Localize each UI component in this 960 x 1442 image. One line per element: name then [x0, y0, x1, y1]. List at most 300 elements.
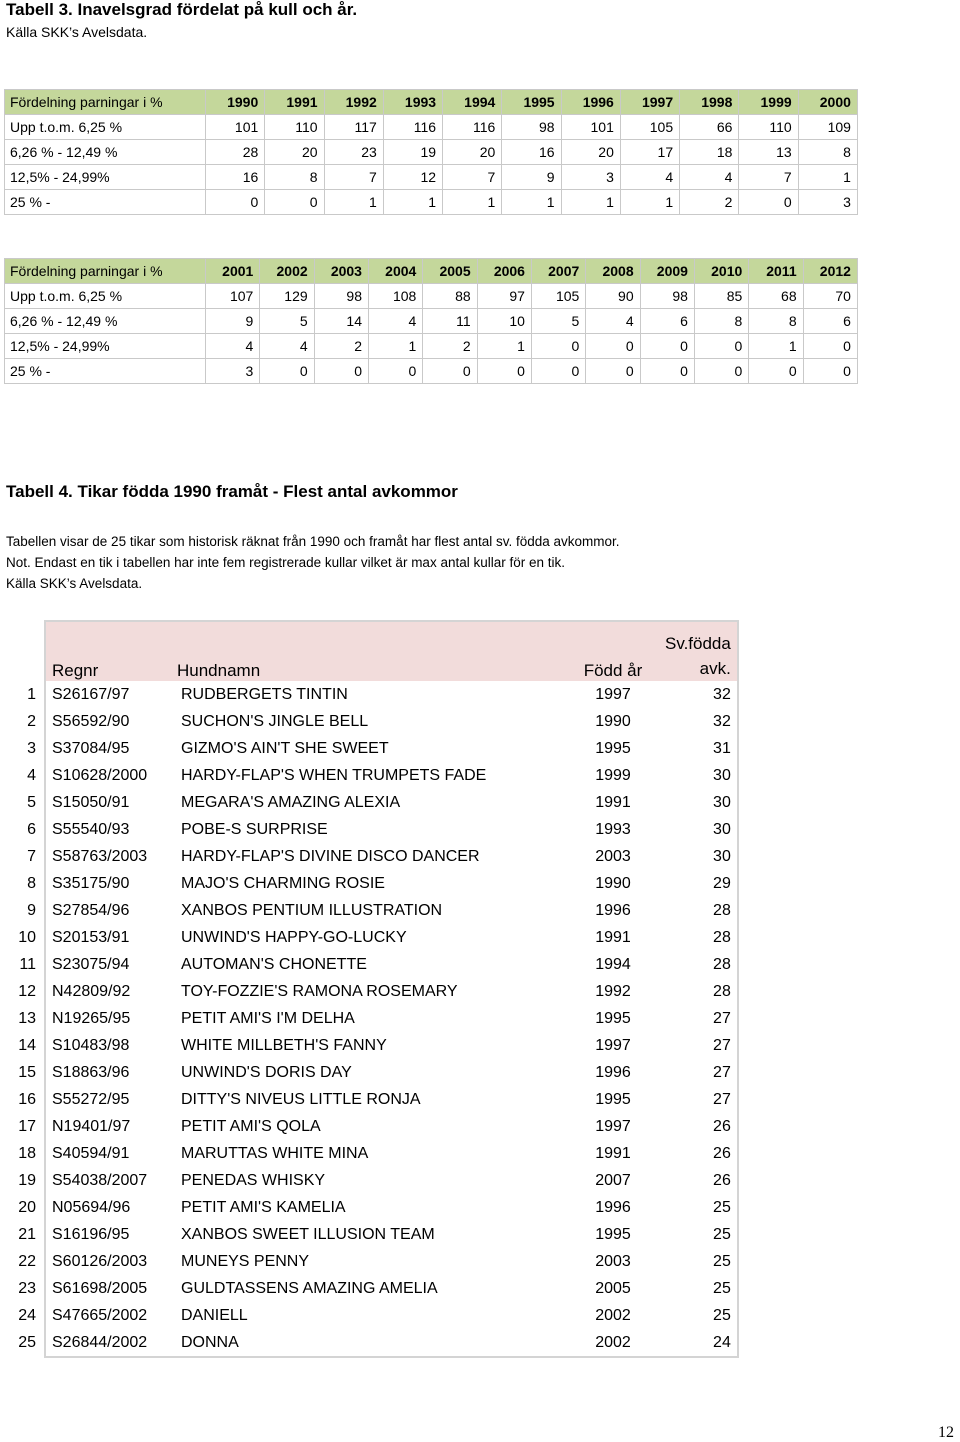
cell-born: 1992 [595, 982, 631, 1000]
table-cell: 0 [314, 359, 368, 384]
table-cell: 0 [531, 359, 585, 384]
table-cell: 1 [561, 190, 620, 215]
cell-name: XANBOS PENTIUM ILLUSTRATION [181, 901, 443, 919]
table3-title: Tabell 3. Inavelsgrad fördelat på kull och år. [6, 0, 358, 19]
cell-offspring: 28 [665, 951, 738, 978]
cell-regnr: S27854/96 [45, 897, 177, 924]
table-cell: 16 [206, 165, 265, 190]
table4-description: Tabellen visar de 25 tikar som historisk räknat från 1990 och framåt har flest antal sv. födda avkommor. [6, 534, 620, 549]
cell-offspring: 25 [665, 1248, 738, 1275]
distribution-table-1990-2000 [4, 89, 858, 215]
row-rank: 20 [18, 1198, 36, 1216]
distribution-table-2001-2012 [4, 258, 858, 384]
cell-regnr: S26167/97 [45, 681, 177, 708]
cell-born: 1995 [595, 739, 631, 757]
cell-offspring: 27 [665, 1086, 738, 1113]
table-cell: 20 [443, 140, 502, 165]
table-cell: 116 [383, 115, 442, 140]
year-header-row [5, 259, 858, 284]
cell-regnr: S54038/2007 [45, 1167, 177, 1194]
cell-offspring: 27 [665, 1059, 738, 1086]
row-rank: 1 [27, 685, 36, 703]
table4-source: Källa SKK’s Avelsdata. [6, 576, 143, 591]
table-cell: 8 [749, 309, 803, 334]
table-cell: 5 [260, 309, 314, 334]
row-rank: 6 [27, 820, 36, 838]
column-header-offspring-line1: Sv.födda [665, 634, 731, 653]
row-rank: 7 [27, 847, 36, 865]
row-rank: 21 [18, 1225, 36, 1243]
cell-born: 2005 [595, 1279, 631, 1297]
table-row [5, 115, 858, 140]
table-row [8, 870, 738, 897]
table-row [8, 816, 738, 843]
cell-regnr: S10628/2000 [45, 762, 177, 789]
table-cell: 1 [749, 334, 803, 359]
cell-born: 2007 [595, 1171, 631, 1189]
table-cell: 7 [324, 165, 383, 190]
table-cell: 4 [680, 165, 739, 190]
row-rank: 16 [18, 1090, 36, 1108]
cell-offspring: 28 [665, 978, 738, 1005]
cell-name: MARUTTAS WHITE MINA [181, 1144, 369, 1162]
cell-regnr: S47665/2002 [45, 1302, 177, 1329]
year-header: 2012 [803, 259, 857, 284]
table-row [8, 762, 738, 789]
table-cell: 13 [739, 140, 798, 165]
table-cell: 3 [798, 190, 857, 215]
table-cell: 0 [586, 359, 640, 384]
year-header: 1995 [502, 90, 561, 115]
cell-born: 1996 [595, 901, 631, 919]
table-cell: 70 [803, 284, 857, 309]
cell-name: PENEDAS WHISKY [181, 1171, 326, 1189]
cell-name: DANIELL [181, 1306, 248, 1324]
table-cell: 4 [586, 309, 640, 334]
row-label: 6,26 % - 12,49 % [5, 309, 206, 334]
cell-regnr: S18863/96 [45, 1059, 177, 1086]
table-row [8, 1086, 738, 1113]
cell-offspring: 29 [665, 870, 738, 897]
row-rank: 10 [18, 928, 36, 946]
table-cell: 90 [586, 284, 640, 309]
cell-born: 2003 [595, 847, 631, 865]
cell-born: 1995 [595, 1090, 631, 1108]
row-rank: 15 [18, 1063, 36, 1081]
cell-born: 1995 [595, 1009, 631, 1027]
table-cell: 109 [798, 115, 857, 140]
cell-born: 1999 [595, 766, 631, 784]
table-cell: 98 [640, 284, 694, 309]
top-females-table [8, 620, 739, 1358]
row-rank: 17 [18, 1117, 36, 1135]
cell-name: XANBOS SWEET ILLUSION TEAM [181, 1225, 435, 1243]
cell-regnr: N19265/95 [45, 1005, 177, 1032]
year-header: 2001 [206, 259, 260, 284]
cell-regnr: S16196/95 [45, 1221, 177, 1248]
row-rank: 25 [18, 1334, 36, 1351]
cell-offspring: 27 [665, 1005, 738, 1032]
cell-born: 2003 [595, 1252, 631, 1270]
cell-born: 1990 [595, 874, 631, 892]
cell-offspring: 32 [665, 681, 738, 708]
cell-name: MAJO'S CHARMING ROSIE [181, 874, 385, 892]
table-cell: 0 [265, 190, 324, 215]
row-label: 25 % - [5, 359, 206, 384]
table3-source: Källa SKK’s Avelsdata. [6, 24, 148, 40]
cell-regnr: S55540/93 [45, 816, 177, 843]
cell-name: GIZMO'S AIN'T SHE SWEET [181, 739, 389, 757]
year-header: 2004 [368, 259, 422, 284]
cell-offspring: 24 [665, 1329, 738, 1357]
table-cell: 7 [443, 165, 502, 190]
table-cell: 19 [383, 140, 442, 165]
cell-name: PETIT AMI'S I'M DELHA [181, 1009, 355, 1027]
table-cell: 116 [443, 115, 502, 140]
cell-offspring: 25 [665, 1275, 738, 1302]
table-cell: 4 [620, 165, 679, 190]
year-header: 1992 [324, 90, 383, 115]
column-header-name: Hundnamn [177, 621, 561, 681]
cell-born: 1990 [595, 712, 631, 730]
table-row [8, 1059, 738, 1086]
cell-offspring: 27 [665, 1032, 738, 1059]
table-cell: 107 [206, 284, 260, 309]
row-rank: 5 [27, 793, 36, 811]
table-cell: 101 [561, 115, 620, 140]
row-label: 12,5% - 24,99% [5, 165, 206, 190]
table-row [8, 978, 738, 1005]
year-header: 1991 [265, 90, 324, 115]
table-cell: 101 [206, 115, 265, 140]
table-cell: 5 [531, 309, 585, 334]
cell-name: HARDY-FLAP'S WHEN TRUMPETS FADE [181, 766, 487, 784]
row-rank: 12 [18, 982, 36, 1000]
year-header-row [5, 90, 858, 115]
header-label: Fördelning parningar i % [5, 259, 206, 284]
table-cell: 97 [477, 284, 531, 309]
cell-name: GULDTASSENS AMAZING AMELIA [181, 1279, 438, 1297]
table-cell: 0 [640, 334, 694, 359]
cell-regnr: S40594/91 [45, 1140, 177, 1167]
page-number: 12 [938, 1424, 954, 1441]
row-rank: 2 [27, 712, 36, 730]
table-cell: 108 [368, 284, 422, 309]
year-header: 2002 [260, 259, 314, 284]
cell-born: 1991 [595, 1144, 631, 1162]
table-cell: 129 [260, 284, 314, 309]
table-row [8, 708, 738, 735]
row-rank: 4 [27, 766, 36, 784]
table-cell: 0 [803, 334, 857, 359]
table-row [8, 924, 738, 951]
cell-offspring: 28 [665, 897, 738, 924]
table-row [8, 1032, 738, 1059]
table-row [8, 1275, 738, 1302]
table-row [8, 735, 738, 762]
table-cell: 85 [694, 284, 748, 309]
row-rank: 8 [27, 874, 36, 892]
table-row [8, 1113, 738, 1140]
cell-born: 1996 [595, 1198, 631, 1216]
table-cell: 110 [265, 115, 324, 140]
cell-offspring: 26 [665, 1167, 738, 1194]
table-cell: 98 [314, 284, 368, 309]
year-header: 2008 [586, 259, 640, 284]
table-cell: 110 [739, 115, 798, 140]
table-cell: 1 [443, 190, 502, 215]
row-rank: 11 [19, 955, 36, 973]
table-row [5, 190, 858, 215]
row-label: Upp t.o.m. 6,25 % [5, 284, 206, 309]
year-header: 1998 [680, 90, 739, 115]
row-rank: 22 [18, 1252, 36, 1270]
cell-offspring: 25 [665, 1194, 738, 1221]
table4-title: Tabell 4. Tikar födda 1990 framåt - Flest antal avkommor [6, 482, 458, 501]
table-cell: 2 [314, 334, 368, 359]
table-cell: 0 [586, 334, 640, 359]
row-rank: 18 [18, 1144, 36, 1162]
table-cell: 88 [423, 284, 477, 309]
table-cell: 1 [368, 334, 422, 359]
row-label: 12,5% - 24,99% [5, 334, 206, 359]
table-cell: 16 [502, 140, 561, 165]
cell-regnr: S35175/90 [45, 870, 177, 897]
cell-born: 2002 [595, 1306, 631, 1324]
year-header: 1993 [383, 90, 442, 115]
table-row [8, 951, 738, 978]
cell-offspring: 25 [665, 1302, 738, 1329]
table-cell: 66 [680, 115, 739, 140]
table-cell: 1 [502, 190, 561, 215]
cell-born: 1995 [595, 1225, 631, 1243]
cell-name: TOY-FOZZIE'S RAMONA ROSEMARY [181, 982, 458, 1000]
table-cell: 9 [206, 309, 260, 334]
cell-offspring: 30 [665, 843, 738, 870]
cell-born: 1991 [595, 928, 631, 946]
table-row [5, 334, 858, 359]
cell-born: 1994 [595, 955, 631, 973]
table-row [8, 1194, 738, 1221]
cell-name: HARDY-FLAP'S DIVINE DISCO DANCER [181, 847, 480, 865]
table-cell: 0 [206, 190, 265, 215]
table-cell: 3 [206, 359, 260, 384]
table-row [8, 1221, 738, 1248]
cell-offspring: 26 [665, 1113, 738, 1140]
table-cell: 14 [314, 309, 368, 334]
table-cell: 105 [531, 284, 585, 309]
cell-name: MUNEYS PENNY [181, 1252, 310, 1270]
year-header: 2011 [749, 259, 803, 284]
cell-regnr: S10483/98 [45, 1032, 177, 1059]
table-cell: 0 [477, 359, 531, 384]
cell-regnr: N42809/92 [45, 978, 177, 1005]
year-header: 2007 [531, 259, 585, 284]
cell-regnr: S20153/91 [45, 924, 177, 951]
table-cell: 8 [265, 165, 324, 190]
row-rank: 13 [18, 1009, 36, 1027]
table4-note: Not. Endast en tik i tabellen har inte fem registrerade kullar vilket är max antal kullar för en tik. [6, 555, 566, 570]
cell-regnr: N19401/97 [45, 1113, 177, 1140]
table-cell: 4 [260, 334, 314, 359]
table-row [8, 1329, 738, 1357]
row-rank: 3 [27, 739, 36, 757]
table-cell: 8 [798, 140, 857, 165]
cell-regnr: S37084/95 [45, 735, 177, 762]
cell-offspring: 28 [665, 924, 738, 951]
cell-offspring: 32 [665, 708, 738, 735]
cell-name: PETIT AMI'S QOLA [181, 1117, 321, 1135]
table-cell: 1 [798, 165, 857, 190]
year-header: 1996 [561, 90, 620, 115]
row-rank: 9 [27, 901, 36, 919]
cell-name: MEGARA'S AMAZING ALEXIA [181, 793, 401, 811]
table-cell: 0 [694, 334, 748, 359]
table-cell: 1 [477, 334, 531, 359]
cell-regnr: S56592/90 [45, 708, 177, 735]
table-row [5, 140, 858, 165]
column-header-offspring [665, 621, 738, 681]
cell-name: WHITE MILLBETH'S FANNY [181, 1036, 387, 1054]
table-row [8, 843, 738, 870]
table-cell: 9 [502, 165, 561, 190]
table-cell: 1 [324, 190, 383, 215]
row-label: Upp t.o.m. 6,25 % [5, 115, 206, 140]
year-header: 1997 [620, 90, 679, 115]
table-cell: 0 [739, 190, 798, 215]
cell-born: 1997 [595, 1036, 631, 1054]
table-cell: 10 [477, 309, 531, 334]
cell-offspring: 30 [665, 816, 738, 843]
cell-offspring: 30 [665, 789, 738, 816]
cell-name: AUTOMAN'S CHONETTE [181, 955, 367, 973]
table-cell: 6 [803, 309, 857, 334]
cell-born: 1993 [595, 820, 631, 838]
cell-regnr: S26844/2002 [45, 1329, 177, 1357]
year-header: 1994 [443, 90, 502, 115]
cell-name: SUCHON'S JINGLE BELL [181, 712, 369, 730]
table-cell: 4 [206, 334, 260, 359]
cell-regnr: S61698/2005 [45, 1275, 177, 1302]
table-row [5, 284, 858, 309]
column-header-regnr: Regnr [45, 621, 177, 681]
cell-name: RUDBERGETS TINTIN [181, 685, 348, 703]
year-header: 2000 [798, 90, 857, 115]
cell-name: PETIT AMI'S KAMELIA [181, 1198, 346, 1216]
cell-name: UNWIND'S HAPPY-GO-LUCKY [181, 928, 407, 946]
table-cell: 117 [324, 115, 383, 140]
row-label: 6,26 % - 12,49 % [5, 140, 206, 165]
year-header: 2005 [423, 259, 477, 284]
cell-regnr: S60126/2003 [45, 1248, 177, 1275]
cell-name: UNWIND'S DORIS DAY [181, 1063, 352, 1081]
column-header-offspring-line2: avk. [699, 659, 731, 678]
year-header: 2010 [694, 259, 748, 284]
row-rank: 24 [18, 1306, 36, 1324]
table-cell: 0 [531, 334, 585, 359]
table-cell: 2 [423, 334, 477, 359]
cell-offspring: 30 [665, 762, 738, 789]
table-cell: 105 [620, 115, 679, 140]
table-cell: 0 [368, 359, 422, 384]
table-cell: 0 [640, 359, 694, 384]
cell-born: 1996 [595, 1063, 631, 1081]
table-cell: 68 [749, 284, 803, 309]
column-header-born: Född år [561, 621, 665, 681]
table-row [8, 1167, 738, 1194]
cell-born: 2002 [561, 1329, 665, 1357]
row-rank: 23 [18, 1279, 36, 1297]
cell-born: 1997 [595, 1117, 631, 1135]
table-row [5, 359, 858, 384]
year-header: 1990 [206, 90, 265, 115]
table-row [8, 1005, 738, 1032]
table-cell: 0 [749, 359, 803, 384]
table-cell: 18 [680, 140, 739, 165]
table-row [8, 789, 738, 816]
table-cell: 1 [383, 190, 442, 215]
table-cell: 23 [324, 140, 383, 165]
row-rank: 19 [18, 1171, 36, 1189]
cell-offspring: 25 [665, 1221, 738, 1248]
table-cell: 0 [423, 359, 477, 384]
table-cell: 2 [680, 190, 739, 215]
table-row [8, 1140, 738, 1167]
table-cell: 0 [260, 359, 314, 384]
cell-name: DONNA [177, 1329, 561, 1357]
cell-regnr: S55272/95 [45, 1086, 177, 1113]
cell-regnr: N05694/96 [45, 1194, 177, 1221]
table-cell: 98 [502, 115, 561, 140]
cell-born: 1997 [595, 685, 631, 703]
cell-regnr: S23075/94 [45, 951, 177, 978]
table-cell: 1 [620, 190, 679, 215]
cell-regnr: S15050/91 [45, 789, 177, 816]
table-cell: 17 [620, 140, 679, 165]
year-header: 1999 [739, 90, 798, 115]
table-cell: 11 [423, 309, 477, 334]
table-cell: 0 [694, 359, 748, 384]
table-header-row [8, 621, 738, 681]
table-row [5, 309, 858, 334]
table-row [5, 165, 858, 190]
cell-born: 1991 [595, 793, 631, 811]
year-header: 2006 [477, 259, 531, 284]
table-cell: 3 [561, 165, 620, 190]
table-cell: 7 [739, 165, 798, 190]
table-cell: 28 [206, 140, 265, 165]
year-header: 2003 [314, 259, 368, 284]
row-label: 25 % - [5, 190, 206, 215]
table-cell: 0 [803, 359, 857, 384]
table-cell: 8 [694, 309, 748, 334]
table-cell: 20 [265, 140, 324, 165]
table-row [8, 1248, 738, 1275]
cell-offspring: 26 [665, 1140, 738, 1167]
cell-name: POBE-S SURPRISE [181, 820, 328, 838]
table-row [8, 897, 738, 924]
header-label: Fördelning parningar i % [5, 90, 206, 115]
year-header: 2009 [640, 259, 694, 284]
cell-regnr: S58763/2003 [45, 843, 177, 870]
table-cell: 6 [640, 309, 694, 334]
row-rank: 14 [18, 1036, 36, 1054]
table-row [8, 681, 738, 708]
table-cell: 20 [561, 140, 620, 165]
cell-name: DITTY'S NIVEUS LITTLE RONJA [181, 1090, 421, 1108]
table-cell: 4 [368, 309, 422, 334]
cell-offspring: 31 [665, 735, 738, 762]
